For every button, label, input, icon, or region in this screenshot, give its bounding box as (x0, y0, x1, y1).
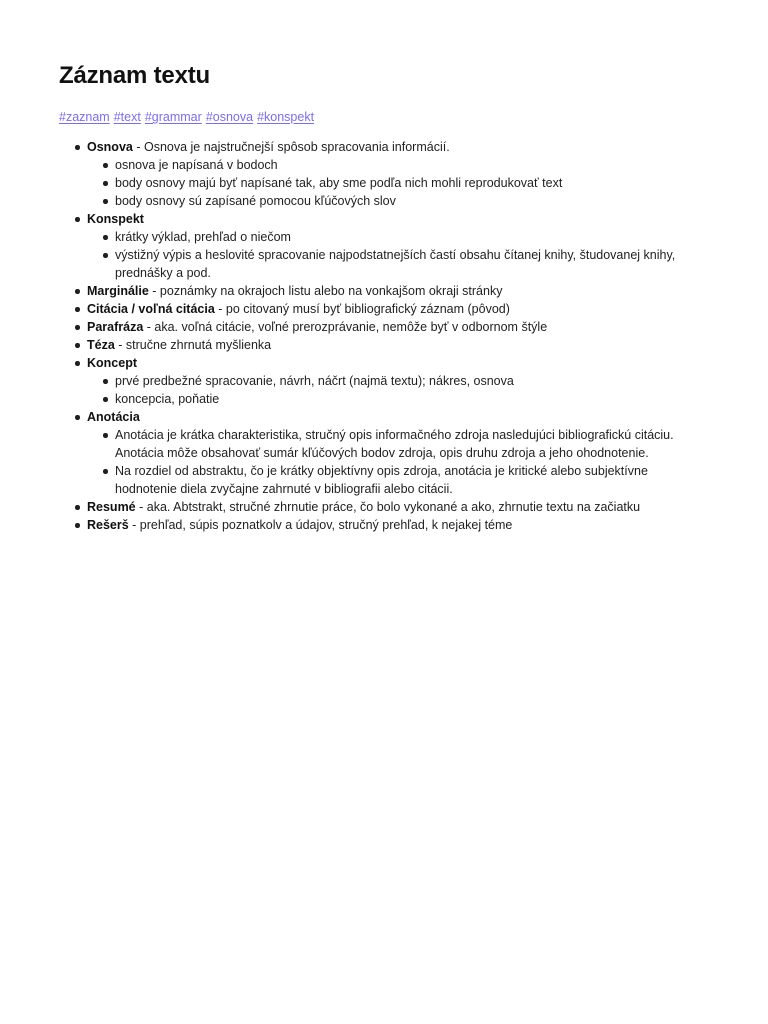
term-list (59, 138, 708, 534)
list-item-osnova (59, 138, 708, 210)
term-label: Anotácia (87, 410, 140, 424)
sub-list-item: body osnovy majú byť napísané tak, aby sme podľa nich mohli reprodukovať text (87, 174, 708, 192)
tag-link-grammar[interactable]: #grammar (144, 110, 202, 124)
tag-link-osnova[interactable]: #osnova (205, 110, 254, 124)
term-label: Marginálie (87, 284, 149, 298)
list-item-parafraza (59, 318, 708, 336)
tag-link-konspekt[interactable]: #konspekt (257, 110, 315, 124)
list-item-konspekt (59, 210, 708, 282)
list-item-resume (59, 498, 708, 516)
term-description: - prehľad, súpis poznatkolv a údajov, stručný prehľad, k nejakej téme (128, 518, 513, 532)
sub-list-item: koncepcia, poňatie (87, 390, 708, 408)
term-description: - Osnova je najstručnejší spôsob spracovania informácií. (132, 140, 450, 154)
term-label: Resumé (87, 500, 136, 514)
term-label: Téza (87, 338, 115, 352)
tag-list (59, 108, 708, 126)
sub-list-item: Anotácia je krátka charakteristika, stručný opis informačného zdroja nasledujúci bibliografickú citáciu. Anotácia môže obsahovať sumár kľúčových bodov zdroja, opis druhu zdroja a jeho ohodnotenie. (87, 426, 708, 462)
term-label: Osnova (87, 140, 133, 154)
term-label: Koncept (87, 356, 137, 370)
term-description: - aka. Abtstrakt, stručné zhrnutie práce, čo bolo vykonané a ako, zhrnutie textu na začiatku (135, 500, 641, 514)
term-description: - poznámky na okrajoch listu alebo na vonkajšom okraji stránky (148, 284, 503, 298)
sub-list (87, 156, 708, 210)
term-description: - aka. voľná citácie, voľné prerozprávanie, nemôže byť v odbornom štýle (143, 320, 548, 334)
sub-list (87, 372, 708, 408)
list-item-koncept (59, 354, 708, 408)
sub-list-item: krátky výklad, prehľad o niečom (87, 228, 708, 246)
term-description: - stručne zhrnutá myšlienka (114, 338, 272, 352)
sub-list-item: výstižný výpis a heslovité spracovanie najpodstatnejších častí obsahu čítanej knihy, študovanej knihy, prednášky a pod. (87, 246, 708, 282)
tag-link-zaznam[interactable]: #zaznam (59, 110, 110, 124)
page-title: Záznam textu (59, 62, 210, 89)
term-label: Citácia / voľná citácia (87, 302, 215, 316)
sub-list-item: body osnovy sú zapísané pomocou kľúčových slov (87, 192, 708, 210)
sub-list-item: osnova je napísaná v bodoch (87, 156, 708, 174)
list-item-marginalie (59, 282, 708, 300)
sub-list-item: Na rozdiel od abstraktu, čo je krátky objektívny opis zdroja, anotácia je kritické alebo subjektívne hodnotenie diela zvyčajne zahrnuté v bibliografii alebo citácii. (87, 462, 708, 498)
term-label: Rešerš (87, 518, 129, 532)
term-label: Parafráza (87, 320, 144, 334)
tag-link-text[interactable]: #text (113, 110, 141, 124)
term-label: Konspekt (87, 212, 144, 226)
term-description: - po citovaný musí byť bibliografický záznam (pôvod) (214, 302, 510, 316)
list-item-teza (59, 336, 708, 354)
sub-list (87, 228, 708, 282)
sub-list (87, 426, 708, 498)
list-item-anotacia (59, 408, 708, 498)
sub-list-item: prvé predbežné spracovanie, návrh, náčrt (najmä textu); nákres, osnova (87, 372, 708, 390)
list-item-resers (59, 516, 708, 534)
list-item-citacia (59, 300, 708, 318)
